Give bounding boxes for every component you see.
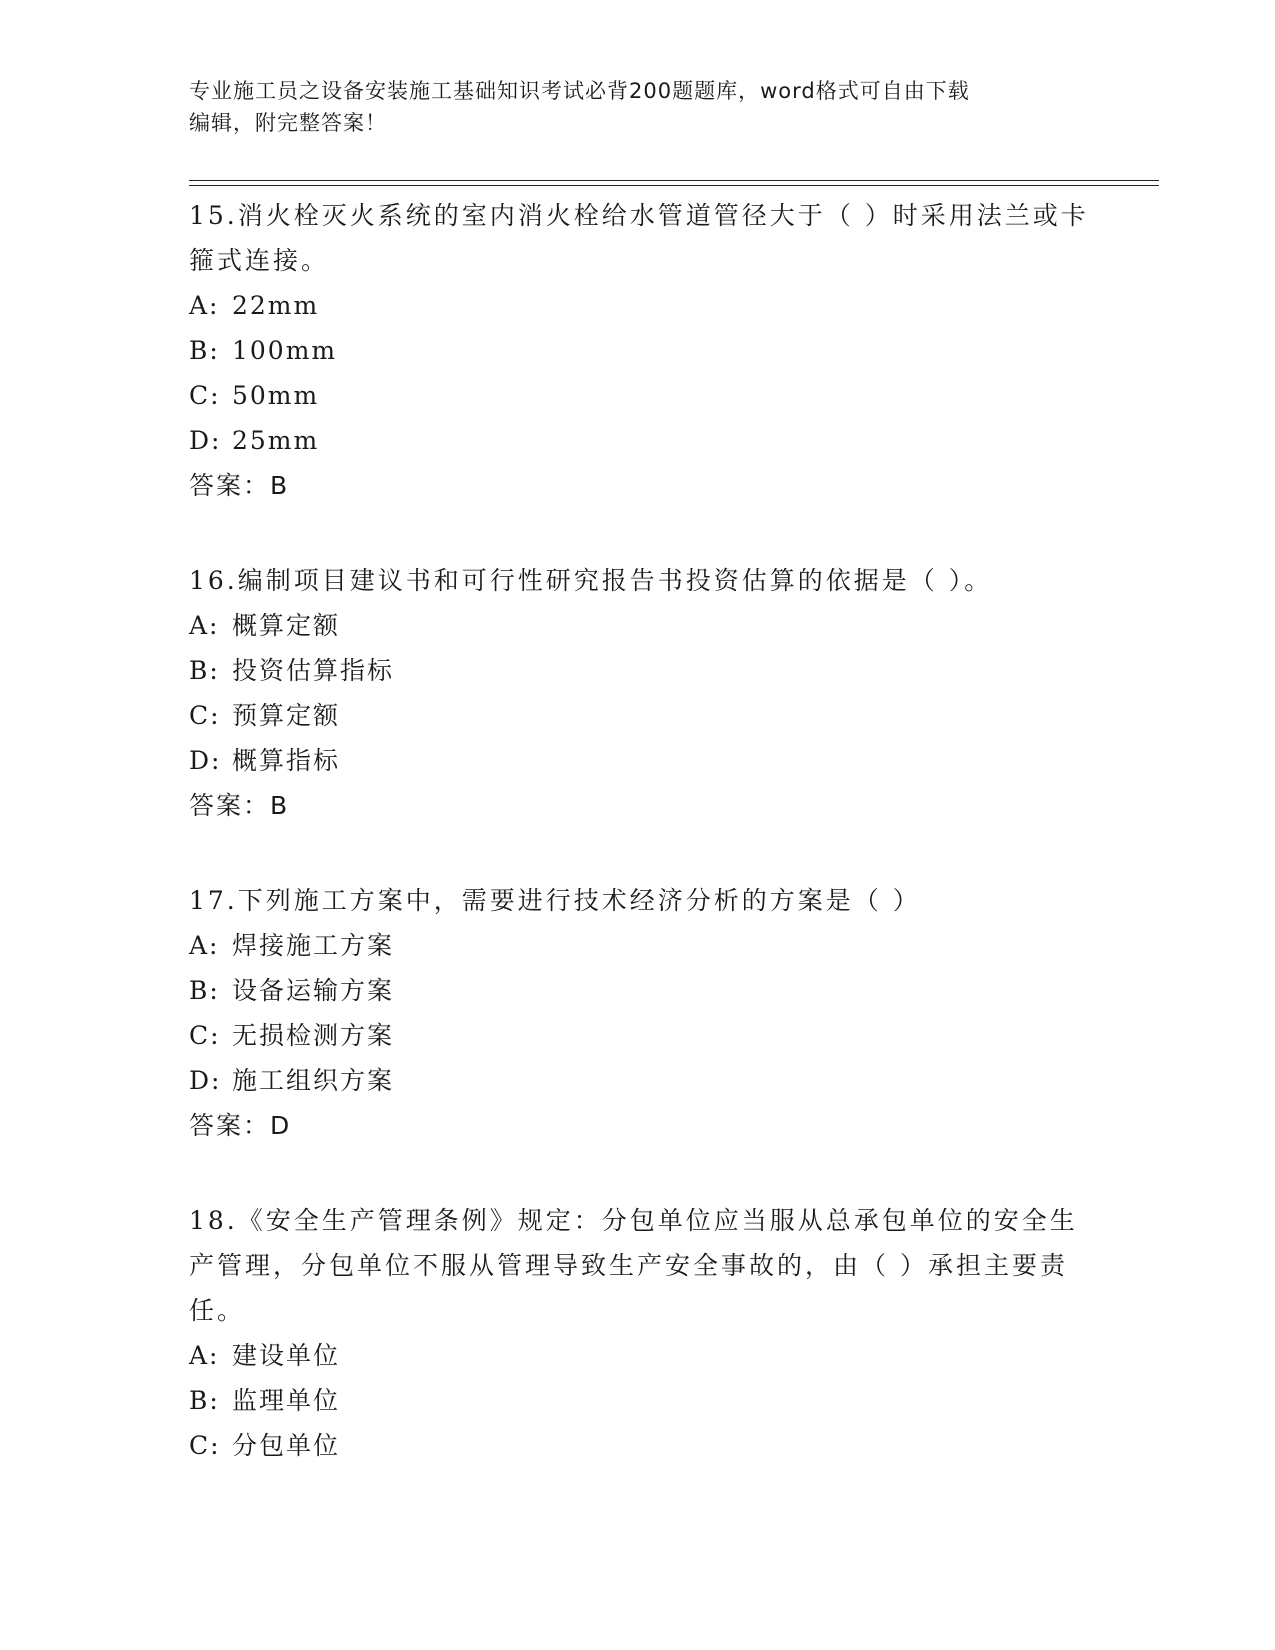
option-c — [189, 1013, 1089, 1058]
option-text: 焊接施工方案 — [232, 931, 395, 960]
document-header — [189, 75, 1069, 139]
option-b — [189, 648, 1089, 693]
question-16 — [189, 558, 1089, 828]
answer-line: 答案：B — [189, 471, 290, 500]
option-d — [189, 418, 1089, 463]
option-a — [189, 1333, 1089, 1378]
option-text: 投资估算指标 — [232, 656, 395, 685]
question-stem: 18.《安全生产管理条例》规定：分包单位应当服从总承包单位的安全生产管理，分包单位不服从管理导致生产安全事故的，由（ ）承担主要责任。 — [189, 1206, 1078, 1325]
header-title-line-2: 编辑，附完整答案！ — [189, 111, 387, 135]
option-text: 无损检测方案 — [232, 1021, 395, 1050]
option-letter: C: — [189, 1431, 221, 1460]
answer-line: 答案：B — [189, 791, 290, 820]
option-text: 25mm — [232, 426, 320, 455]
option-c — [189, 693, 1089, 738]
option-letter: A: — [189, 1341, 220, 1370]
option-a — [189, 603, 1089, 648]
option-text: 50mm — [232, 381, 320, 410]
option-letter: D: — [189, 1066, 222, 1095]
option-letter: A: — [189, 931, 220, 960]
option-letter: B: — [189, 976, 220, 1005]
question-stem: 17.下列施工方案中，需要进行技术经济分析的方案是（ ） — [189, 886, 921, 915]
option-letter: C: — [189, 381, 221, 410]
option-letter: B: — [189, 1386, 220, 1415]
answer-line: 答案：D — [189, 1111, 292, 1140]
option-text: 建设单位 — [232, 1341, 341, 1370]
option-text: 22mm — [232, 291, 320, 320]
option-letter: C: — [189, 701, 221, 730]
option-text: 监理单位 — [232, 1386, 341, 1415]
question-18 — [189, 1198, 1089, 1468]
option-a — [189, 283, 1089, 328]
option-b — [189, 1378, 1089, 1423]
option-text: 设备运输方案 — [232, 976, 395, 1005]
option-c — [189, 1423, 1089, 1468]
question-stem: 16.编制项目建议书和可行性研究报告书投资估算的依据是（ ）。 — [189, 566, 993, 595]
question-stem: 15.消火栓灭火系统的室内消火栓给水管道管径大于（ ）时采用法兰或卡箍式连接。 — [189, 201, 1089, 275]
option-b — [189, 328, 1089, 373]
header-title-line-1: 专业施工员之设备安装施工基础知识考试必背200题题库，word格式可自由下载 — [189, 79, 970, 103]
option-d — [189, 738, 1089, 783]
option-letter: D: — [189, 426, 222, 455]
option-letter: A: — [189, 291, 220, 320]
option-d — [189, 1058, 1089, 1103]
option-text: 100mm — [232, 336, 338, 365]
option-letter: D: — [189, 746, 222, 775]
option-c — [189, 373, 1089, 418]
header-divider — [189, 180, 1159, 186]
option-letter: B: — [189, 656, 220, 685]
option-text: 施工组织方案 — [232, 1066, 395, 1095]
option-letter: A: — [189, 611, 220, 640]
option-b — [189, 968, 1089, 1013]
question-list — [189, 193, 1089, 1518]
question-17 — [189, 878, 1089, 1148]
option-text: 预算定额 — [232, 701, 341, 730]
option-text: 概算定额 — [232, 611, 341, 640]
question-15 — [189, 193, 1089, 508]
option-a — [189, 923, 1089, 968]
option-text: 概算指标 — [232, 746, 341, 775]
option-text: 分包单位 — [232, 1431, 341, 1460]
option-letter: C: — [189, 1021, 221, 1050]
option-letter: B: — [189, 336, 220, 365]
